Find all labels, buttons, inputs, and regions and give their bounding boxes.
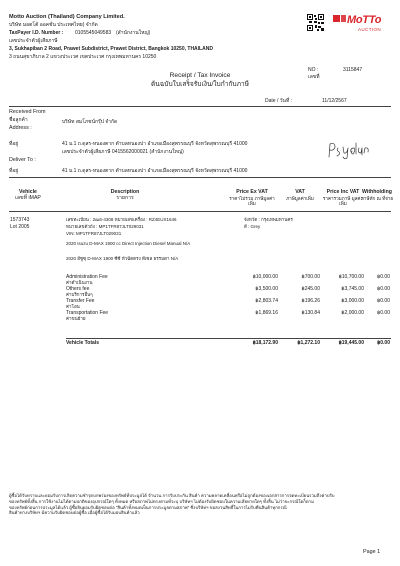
vehicle-model-th: 2020 อีซูซุ D-MAX 1900 ซีซี หัวฉีดตรง ดีเซล ธรรมดา N/A xyxy=(66,256,179,261)
fee-label-th: ค่าดำเนินงาน xyxy=(66,280,93,285)
fee-price-inc: ฿3,000.00 xyxy=(341,298,364,304)
fee-price-ex: ฿10,000.00 xyxy=(252,274,278,280)
taxpayer-label-th: เลขประจำตัวผู้เสียภาษี xyxy=(9,38,58,44)
fee-label-th: ค่าบริการอื่นๆ xyxy=(66,292,93,297)
company-address-th: 3 ถนนสุขาภิบาล 2 แขวงประเวศ เขตประเวศ กรุงเทพมหานคร 10250 xyxy=(9,54,157,60)
footer-note-4: สินค้าทางบริษัทฯ มีความรับผิดชอบต่อผู้ซื้อ เมื่อผู้ซื้อได้รับมอบสินค้าแล้ว xyxy=(9,510,140,516)
fee-price-inc: ฿3,745.00 xyxy=(341,286,364,292)
divider xyxy=(9,211,391,212)
motto-logo xyxy=(333,13,391,37)
deliver-to-label: Deliver To : xyxy=(9,157,36,163)
fee-price-inc: ฿10,700.00 xyxy=(338,274,364,280)
lot-number: Lot 2005 xyxy=(10,224,30,230)
doc-no-label-th: เลขที่ xyxy=(308,74,320,80)
col-header-withholding: Withholding ภาษีหัก ณ ที่จ่าย xyxy=(360,189,394,201)
footer-note-1: ผู้ซื้อได้รับทราบและยอมรับการเกิดความชำรุดบกพร่องของทรัพย์ที่ประมูลได้ จำนวน การรับประกัน สินค้า ความคลาดเคลื่อนหรือไม่ถูกต้องของเอกสารการจดทะเบียนรวมถึงค่าปรับ xyxy=(9,493,335,498)
customer-tax-id: เลขประจำตัวผู้เสียภาษี 0415562000021 (สำนักงานใหญ่) xyxy=(62,149,184,155)
received-from-label-th: ชื่อลูกค้า xyxy=(9,117,28,123)
page-number: Page 1 xyxy=(363,549,381,555)
logo-sub: AUCTION xyxy=(358,27,382,32)
divider xyxy=(66,338,391,339)
vehicle-desc-line2: หมายเลขตัวถัง : MP1TFR87JLT029031 xyxy=(66,224,144,229)
col-header-price-ex-vat: Price Ex VAT ราคาไม่รวม ภาษีมูลค่าเพิ่ม xyxy=(229,189,275,207)
address-label-th: ที่อยู่ xyxy=(9,141,19,147)
company-name-th: บริษัท มอตโต้ ออคชั่น ประเทศไทย) จำกัด xyxy=(9,22,98,28)
taxpayer-id: 0105545049583 xyxy=(75,30,112,36)
handwritten-signature xyxy=(326,139,372,161)
company-name-en: Motto Auction (Thailand) Company Limited. xyxy=(9,14,125,20)
address-label: Address : xyxy=(9,125,32,131)
fee-label: Others fee xyxy=(66,286,90,292)
received-from-label: Received From xyxy=(9,109,46,115)
vehicle-desc-line1: เลขทะเบียน : 2ฒอ-4308 หมายเลขเครื่อง : RZ4EUX1646 xyxy=(66,217,177,222)
footer-notes xyxy=(9,493,391,516)
logo-text: MoTTo xyxy=(347,14,382,26)
doc-no-label: NO : xyxy=(308,67,319,73)
customer-name: บริษัท สมโภชน์กรุ๊ป จำกัด xyxy=(62,119,118,125)
col-header-description: Description รายการ xyxy=(110,189,140,201)
taxpayer-branch: (สำนักงานใหญ่) xyxy=(116,30,151,36)
fee-label: Transfer Fee xyxy=(66,298,95,304)
doc-no-value: 3115847 xyxy=(343,67,363,73)
doc-title-th: ต้นฉบับใบเสร็จรับเงิน/ใบกำกับภาษี xyxy=(151,81,249,88)
fee-price-ex: ฿3,500.00 xyxy=(255,286,278,292)
fee-price-ex: ฿2,803.74 xyxy=(255,298,278,304)
deliver-address: 41 ม.1 ถ.ดุสร-หนองตาก ตำบลหนองปา อำเภอเมืองสุพรรณบุรี จังหวัดสุพรรณบุรี 41000 xyxy=(62,168,248,174)
fee-withholding: ฿0.00 xyxy=(377,274,390,280)
vehicle-number: 1573743 xyxy=(10,217,30,223)
vehicle-desc-line3: VIN: MP1TFR87JLT029031 xyxy=(66,231,122,236)
fee-label: Administration Fee xyxy=(66,274,108,280)
vehicle-province: จังหวัด : กรุงเทพมหานคร xyxy=(244,217,293,222)
fee-label-th: ค่าโอน xyxy=(66,304,80,309)
fee-withholding: ฿0.00 xyxy=(377,286,390,292)
vehicle-color: สี : Grey xyxy=(244,224,261,229)
fee-withholding: ฿0.00 xyxy=(377,310,390,316)
col-header-vat: VAT ภาษีมูลค่าเพิ่ม xyxy=(286,189,314,201)
totals-vat: ฿1,272.10 xyxy=(297,340,320,346)
date-value: 11/12/2567 xyxy=(322,98,347,104)
fee-label-th: ค่าขนย้าย xyxy=(66,316,86,321)
company-address-en: 3, Sukhapiban 2 Road, Prawet Subdistrict, Prawet District, Bangkok 10250, THAILAND xyxy=(9,46,213,52)
qr-code-icon xyxy=(307,14,324,31)
col-header-price-inc-vat: Price Inc VAT ราคารวมภาษี มูลค่าเพิ่ม xyxy=(322,189,364,207)
divider xyxy=(9,106,391,107)
totals-price-ex: ฿18,172.90 xyxy=(252,340,278,346)
footer-note-2: ของทรัพย์ทั้งสิ้น การใช้งานไม่ได้ตามปกติของอุปกรณ์ใดๆ ทั้งหมด หรือสภาพไม่ตรงตามที่ระบุ บริษัทฯ ไม่ต้องรับผิดชอบในความเสียหายใดๆ ทั้งสิ้น ไม่ว่าจะกรณีใดก็ตาม xyxy=(9,498,314,504)
fee-vat: ฿700.00 xyxy=(301,274,320,280)
doc-title-en: Receipt / Tax Invoice xyxy=(169,72,231,79)
deliver-address-label-th: ที่อยู่ xyxy=(9,168,19,174)
customer-address: 41 ม.1 ถ.ดุสร-หนองตาก ตำบลหนองปา อำเภอเมืองสุพรรณบุรี จังหวัดสุพรรณบุรี 41000 xyxy=(62,141,248,147)
fee-vat: ฿245.00 xyxy=(301,286,320,292)
totals-withholding: ฿0.00 xyxy=(377,340,390,346)
totals-price-inc: ฿19,445.00 xyxy=(338,340,364,346)
fee-vat: ฿130.84 xyxy=(301,310,320,316)
fee-price-ex: ฿1,869.16 xyxy=(255,310,278,316)
date-label: Date / วันที่ : xyxy=(265,98,293,104)
taxpayer-label: TaxPayer I.D. Number : xyxy=(9,30,64,36)
totals-label: Vehicle Totals xyxy=(66,340,99,346)
col-header-vehicle: Vehicle เลขที่ iMAP xyxy=(15,189,41,201)
footer-note-3: ของทรัพย์ก่อนการประมูลได้แล้ว ผู้ซื้อยินยอมรับผิดชอบต่อ "สินค้าทั้งหมดเป็นการประมูลตามสภาพ" ซึ่งบริษัทฯ ขอสงวนสิทธิ์ในการไม่รับคืนสินค้าทุกกรณี xyxy=(9,504,287,510)
divider xyxy=(9,177,391,178)
vehicle-model-en: 2020 Isuzu D-MAX 1900 cc Direct Injection Diesel Manual N/A xyxy=(66,241,191,246)
fee-price-inc: ฿2,000.00 xyxy=(341,310,364,316)
fee-withholding: ฿0.00 xyxy=(377,298,390,304)
fee-label: Transportation Fee xyxy=(66,310,109,316)
fee-vat: ฿196.26 xyxy=(301,298,320,304)
